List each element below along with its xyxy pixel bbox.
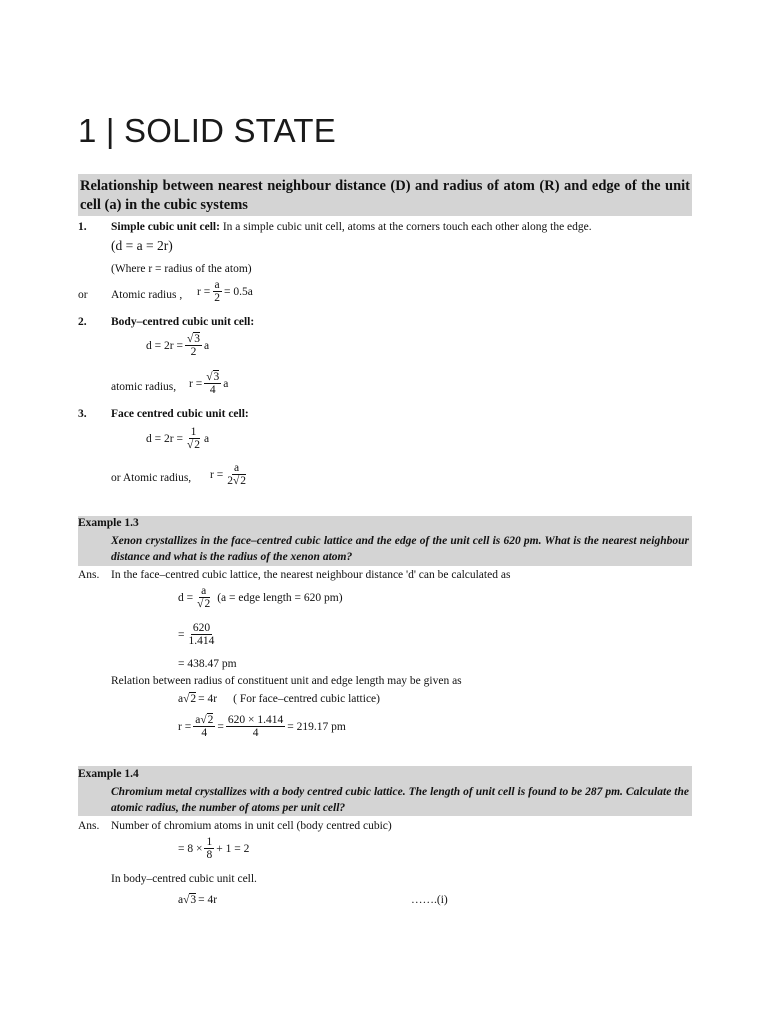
item-3-radius-lhs: r = xyxy=(210,468,224,481)
ex14-eq2-rad: 3 xyxy=(190,894,197,906)
example-1-4-ans-label: Ans. xyxy=(78,820,100,832)
example-1-3-ans-text: In the face–centred cubic lattice, the nearest neighbour distance 'd' can be calculated as xyxy=(111,569,511,581)
item-number-2: 2. xyxy=(78,316,87,328)
example-1-4-question: Chromium metal crystallizes with a body centred cubic lattice. The length of unit cell is found to be 287 pm. Calculate the atomic radius, the number of atoms per unit cell? xyxy=(111,786,689,814)
item-1-radius-rhs: = 0.5a xyxy=(223,285,253,298)
example-1-4-label: Example 1.4 xyxy=(78,768,139,780)
item-number-3: 3. xyxy=(78,408,87,420)
item-2-radius-label: atomic radius, xyxy=(111,381,177,393)
item-1-radius-den: 2 xyxy=(214,292,220,304)
ex13-eq5-den1: 4 xyxy=(201,727,208,739)
ex13-eq5-lhs: r = xyxy=(178,720,192,733)
item-3-radius-den-coef: 2 xyxy=(227,475,233,487)
ex13-eq1-den: 2 xyxy=(204,598,211,610)
ex13-eq1-note: (a = edge length = 620 pm) xyxy=(217,591,343,604)
item-3-title: Face centred cubic unit cell: xyxy=(111,408,249,420)
item-1-radius-label: Atomic radius , xyxy=(111,289,183,301)
ex13-eq5-frac1 xyxy=(193,714,215,739)
item-1-title: Simple cubic unit cell: xyxy=(111,221,220,233)
item-2-title: Body–centred cubic unit cell: xyxy=(111,316,255,328)
ex13-eq5-eq: = xyxy=(217,720,224,733)
ex13-eq2-den: 1.414 xyxy=(188,635,215,647)
ex13-eq5-num1-a: a xyxy=(195,714,201,726)
item-1-radius-lhs: r = xyxy=(197,285,211,298)
item-2-radius-frac xyxy=(204,371,221,396)
ex13-eq4-a: a xyxy=(178,692,184,705)
ex13-eq1-num: a xyxy=(201,585,207,597)
page-title: 1 | SOLID STATE xyxy=(78,112,336,149)
ex14-eq2-a: a xyxy=(178,893,184,906)
ex13-eq5-den2: 4 xyxy=(252,727,259,739)
ex13-eq5-rhs: = 219.17 pm xyxy=(287,720,346,733)
ex13-eq1-lhs: d = xyxy=(178,591,194,604)
item-1-text: In a simple cubic unit cell, atoms at the corners touch each other along the edge. xyxy=(222,221,592,233)
item-1-radius-frac xyxy=(212,279,222,304)
example-1-3-eq2 xyxy=(178,622,218,647)
example-1-3-eq1 xyxy=(178,585,343,610)
ex13-eq2-num: 620 xyxy=(192,622,211,634)
section-heading: Relationship between nearest neighbour distance (D) and radius of atom (R) and edge of the unit cell (a) in the cubic systems xyxy=(78,174,692,216)
item-2-d-num: 3 xyxy=(194,333,200,345)
item-3-d-den-wrap: √2 xyxy=(186,439,200,451)
item-3-radius-frac xyxy=(225,462,248,487)
item-2-radius-num: 3 xyxy=(213,371,220,383)
item-2-radius-den: 4 xyxy=(209,384,216,396)
example-1-3-question: Xenon crystallizes in the face–centred cubic lattice and the edge of the unit cell is 620 pm. What is the nearest neighbour distance and what is the radius of the xenon atom? xyxy=(111,535,689,563)
item-3-d-rhs: a xyxy=(204,432,210,445)
item-3-d-den: 2 xyxy=(194,439,200,451)
ex13-eq5-frac2 xyxy=(226,714,285,739)
example-1-4-eq1 xyxy=(178,836,249,861)
example-1-4-ans-text: Number of chromium atoms in unit cell (body centred cubic) xyxy=(111,820,392,832)
ex13-eq5-num2: 620 × 1.414 xyxy=(227,714,284,726)
item-2-d-rhs: a xyxy=(204,339,210,352)
item-3-radius-label: or Atomic radius, xyxy=(111,472,192,484)
item-1-radius-num: a xyxy=(214,279,220,291)
ex13-eq4-rhs: = 4r xyxy=(198,692,218,705)
item-2-d-den: 2 xyxy=(190,346,197,358)
item-2-radius-lhs: r = xyxy=(189,377,203,390)
ex13-eq1-den-wrap: √2 xyxy=(197,598,211,610)
ex14-eq1-lhs: = 8 × xyxy=(178,842,203,855)
item-3-radius-num: a xyxy=(234,462,240,474)
example-1-3-ans-label: Ans. xyxy=(78,569,100,581)
item-1-or: or xyxy=(78,289,88,301)
item-number-1: 1. xyxy=(78,221,87,233)
ex13-eq2-frac xyxy=(187,622,217,647)
item-3-radius-eq xyxy=(210,462,250,487)
ex13-eq5-num1-rad: 2 xyxy=(207,714,214,726)
item-2-radius-eq xyxy=(189,371,228,396)
ex14-eq1-rhs: + 1 = 2 xyxy=(216,842,250,855)
ex14-eq2-rhs: = 4r xyxy=(198,893,218,906)
item-3-radius-den: 2√2 xyxy=(227,475,247,487)
item-1-radius-eq xyxy=(197,279,253,304)
ex14-eq1-num: 1 xyxy=(206,836,213,848)
item-2-d-frac xyxy=(185,333,202,358)
ex13-eq2-lhs: = xyxy=(178,628,185,641)
item-1-formula: (d = a = 2r) xyxy=(111,238,173,253)
example-1-4-bcc-text: In body–centred cubic unit cell. xyxy=(111,873,257,885)
ex14-eq1-den: 8 xyxy=(206,849,213,861)
example-1-3-eq4: a √ 2 = 4r ( For face–centred cubic lattice) xyxy=(178,692,380,705)
item-2-d-lhs: d = 2r = xyxy=(146,339,183,352)
item-1-line xyxy=(111,221,592,233)
item-3-d-lhs: d = 2r = xyxy=(146,432,183,445)
example-1-3-eq5 xyxy=(178,714,346,739)
ex14-eq1-frac xyxy=(204,836,214,861)
ex13-eq4-note: ( For face–centred cubic lattice) xyxy=(233,692,380,705)
item-3-d-frac xyxy=(185,426,202,451)
item-2-radius-rhs: a xyxy=(223,377,229,390)
example-1-3-eq3: = 438.47 pm xyxy=(178,658,237,670)
item-3-d-num: 1 xyxy=(190,426,197,438)
item-2-d-num-wrap: √3 xyxy=(186,333,200,345)
ex13-eq1-frac xyxy=(195,585,212,610)
example-1-3-relation: Relation between radius of constituent unit and edge length may be given as xyxy=(111,675,462,687)
item-2-d-eq xyxy=(146,333,209,358)
item-2-radius-num-wrap: √3 xyxy=(206,371,220,383)
item-1-note: (Where r = radius of the atom) xyxy=(111,263,252,275)
example-1-4-eq2: a √ 3 = 4r xyxy=(178,893,218,906)
ex13-eq5-num1: a√2 xyxy=(195,714,214,726)
example-1-4-eq-ref: …….(i) xyxy=(411,894,448,906)
ex13-eq4-rad: 2 xyxy=(190,693,197,705)
example-1-3-label: Example 1.3 xyxy=(78,517,139,529)
item-3-radius-den-rad: 2 xyxy=(240,475,247,487)
item-3-d-eq xyxy=(146,426,209,451)
